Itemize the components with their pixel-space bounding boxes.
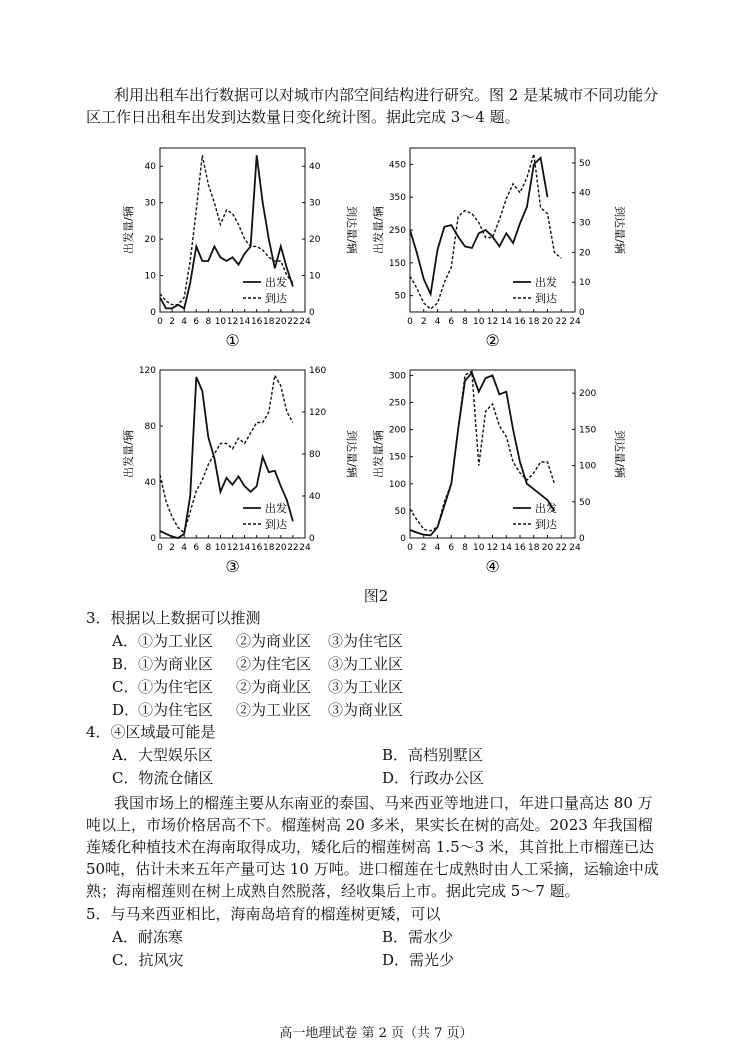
q3-c-part1: ①为住宅区 bbox=[138, 678, 214, 696]
y-right-axis-label: 到达量/辆 bbox=[345, 206, 358, 254]
y-right-axis-label: 到达量/辆 bbox=[345, 430, 358, 478]
q4-option-d: D．行政办公区 bbox=[382, 769, 485, 787]
x-tick-label: 24 bbox=[569, 543, 581, 553]
q3-a-letter: A． bbox=[112, 632, 138, 650]
x-tick-label: 12 bbox=[226, 543, 239, 553]
y-right-tick-label: 30 bbox=[579, 218, 591, 229]
x-tick-label: 22 bbox=[287, 543, 299, 553]
y-left-tick-label: 250 bbox=[388, 226, 406, 236]
x-tick-label: 4 bbox=[434, 317, 441, 327]
x-tick-label: 14 bbox=[500, 317, 512, 327]
q5-stem: 5．与马来西亚相比，海南岛培育的榴莲树更矮，可以 bbox=[86, 905, 441, 923]
x-tick-label: 0 bbox=[157, 317, 163, 327]
passage-durian: 我国市场上的榴莲主要从东南亚的泰国、马来西亚等地进口，年进口量高达 80 万吨以上，市场价格居高不下。榴莲树高 20 多米，果实长在树的高处。2023 年我国榴莲矮化种植技术在海南取得成功，矮化后的榴莲树高 1.5～3 米，其首批上市榴莲已达 50吨，估计未来五年产量可达 10 万吨。进口榴莲在七成熟时由人工采摘，运输途中成熟；海南榴莲则在树上成熟自然脱落，经收集后上市。据此完成 5～7 题。 bbox=[86, 794, 659, 900]
x-tick-label: 20 bbox=[275, 317, 287, 327]
q4-option-b: B．高档别墅区 bbox=[382, 746, 484, 764]
x-tick-label: 10 bbox=[214, 317, 227, 327]
y-left-tick-label: 40 bbox=[144, 162, 156, 173]
intro-text: 利用出租车出行数据可以对城市内部空间结构进行研究。图 2 是某城市不同功能分区工作日出租车出发到达数量日变化统计图。据此完成 3～4 题。 bbox=[86, 86, 659, 126]
x-tick-label: 4 bbox=[434, 543, 441, 553]
q3-d-part3: ③为商业区 bbox=[328, 701, 404, 719]
x-tick-label: 24 bbox=[569, 317, 581, 327]
y-right-tick-label: 40 bbox=[579, 188, 591, 199]
x-tick-label: 24 bbox=[299, 543, 311, 553]
y-left-axis-label: 出发量/辆 bbox=[122, 430, 135, 478]
x-tick-label: 8 bbox=[462, 317, 468, 327]
chart-svg-4 bbox=[370, 362, 640, 584]
y-right-axis-label: 到达量/辆 bbox=[613, 206, 626, 254]
q5-option-b: B．需水少 bbox=[382, 928, 454, 946]
y-left-tick-label: 250 bbox=[388, 398, 406, 409]
q3-d-part1: ①为住宅区 bbox=[138, 701, 214, 719]
x-tick-label: 22 bbox=[287, 317, 299, 327]
y-left-tick-label: 50 bbox=[394, 506, 406, 517]
x-tick-label: 12 bbox=[486, 543, 499, 553]
x-tick-label: 6 bbox=[193, 317, 200, 327]
y-left-tick-label: 150 bbox=[388, 258, 406, 269]
y-left-tick-label: 30 bbox=[144, 198, 156, 209]
x-tick-label: 16 bbox=[250, 543, 263, 553]
x-tick-label: 0 bbox=[157, 543, 163, 553]
x-tick-label: 2 bbox=[169, 543, 175, 553]
y-right-tick-label: 0 bbox=[309, 534, 315, 544]
x-tick-label: 18 bbox=[528, 543, 540, 553]
y-left-tick-label: 50 bbox=[394, 291, 406, 302]
y-right-tick-label: 160 bbox=[309, 366, 327, 376]
legend-label: 到达 bbox=[535, 518, 557, 531]
panel-label: ① bbox=[225, 331, 240, 350]
x-tick-label: 20 bbox=[541, 543, 554, 553]
q3-c-letter: C． bbox=[112, 678, 139, 696]
x-tick-label: 10 bbox=[473, 317, 485, 327]
x-tick-label: 6 bbox=[448, 543, 455, 553]
q4-option-c: C．物流仓储区 bbox=[112, 769, 214, 787]
y-left-tick-label: 80 bbox=[144, 422, 156, 432]
x-tick-label: 4 bbox=[181, 317, 188, 327]
chart-panel-4 bbox=[370, 362, 640, 588]
x-tick-label: 12 bbox=[226, 317, 239, 327]
x-tick-label: 22 bbox=[555, 543, 567, 553]
y-left-tick-label: 450 bbox=[388, 160, 406, 171]
y-right-tick-label: 50 bbox=[579, 158, 591, 169]
figure-caption: 图2 bbox=[363, 587, 389, 605]
panel-label: ③ bbox=[225, 557, 240, 576]
x-tick-label: 8 bbox=[205, 543, 212, 553]
y-right-tick-label: 100 bbox=[579, 461, 597, 472]
y-left-axis-label: 出发量/辆 bbox=[122, 206, 135, 254]
y-left-tick-label: 0 bbox=[150, 534, 156, 544]
q3-a-part1: ①为工业区 bbox=[138, 632, 214, 650]
chart-svg-3 bbox=[120, 362, 360, 584]
y-left-tick-label: 0 bbox=[400, 534, 406, 544]
x-tick-label: 0 bbox=[407, 317, 413, 327]
y-left-tick-label: 300 bbox=[388, 371, 406, 382]
x-tick-label: 16 bbox=[514, 543, 526, 553]
y-right-tick-label: 0 bbox=[579, 308, 585, 318]
x-tick-label: 18 bbox=[263, 317, 275, 327]
legend-label: 到达 bbox=[535, 292, 557, 305]
q4-option-a: A．大型娱乐区 bbox=[112, 746, 213, 764]
legend-label: 到达 bbox=[265, 292, 287, 305]
x-tick-label: 2 bbox=[420, 543, 427, 553]
legend-label: 出发 bbox=[265, 276, 287, 289]
x-tick-label: 16 bbox=[514, 317, 526, 327]
y-left-tick-label: 100 bbox=[388, 479, 406, 490]
y-right-tick-label: 120 bbox=[309, 408, 327, 418]
chart-panel-1 bbox=[120, 140, 360, 364]
y-right-tick-label: 0 bbox=[309, 308, 315, 318]
y-left-tick-label: 120 bbox=[138, 366, 156, 376]
series-line-depart bbox=[410, 373, 554, 536]
x-tick-label: 22 bbox=[555, 317, 567, 327]
q3-b-letter: B． bbox=[112, 655, 139, 673]
y-right-tick-label: 200 bbox=[579, 389, 597, 400]
q3-c-part3: ③为工业区 bbox=[328, 678, 404, 696]
q5-option-d: D．需光少 bbox=[382, 951, 455, 969]
y-right-tick-label: 20 bbox=[579, 248, 591, 259]
q5-option-a: A．耐冻寒 bbox=[112, 928, 183, 946]
legend-label: 出发 bbox=[535, 502, 557, 515]
y-right-tick-label: 40 bbox=[309, 162, 321, 173]
y-left-tick-label: 200 bbox=[388, 425, 406, 436]
y-right-tick-label: 40 bbox=[309, 492, 321, 502]
chart-svg-1 bbox=[120, 140, 360, 360]
x-tick-label: 18 bbox=[263, 543, 275, 553]
y-right-tick-label: 20 bbox=[309, 235, 321, 246]
chart-svg-2 bbox=[370, 140, 640, 360]
y-left-axis-label: 出发量/辆 bbox=[372, 430, 385, 478]
legend-label: 到达 bbox=[265, 518, 287, 531]
x-tick-label: 8 bbox=[205, 317, 212, 327]
chart-panel-2 bbox=[370, 140, 640, 364]
x-tick-label: 20 bbox=[275, 543, 287, 553]
y-left-tick-label: 40 bbox=[144, 478, 156, 488]
x-tick-label: 6 bbox=[448, 317, 455, 327]
panel-label: ④ bbox=[485, 557, 500, 576]
x-tick-label: 2 bbox=[169, 317, 175, 327]
series-line-arrive bbox=[410, 371, 554, 530]
y-left-tick-label: 150 bbox=[388, 452, 406, 463]
q5-option-c: C．抗风灾 bbox=[112, 951, 184, 969]
series-line-depart bbox=[410, 158, 548, 294]
page-footer: 高一地理试卷 第 2 页（共 7 页） bbox=[279, 1026, 473, 1041]
x-tick-label: 14 bbox=[238, 317, 251, 327]
q4-stem: 4．④区域最可能是 bbox=[86, 723, 216, 741]
y-left-tick-label: 10 bbox=[144, 271, 156, 282]
y-right-tick-label: 10 bbox=[309, 271, 321, 282]
x-tick-label: 14 bbox=[238, 543, 251, 553]
legend-label: 出发 bbox=[265, 502, 287, 515]
y-right-tick-label: 50 bbox=[579, 497, 591, 508]
x-tick-label: 12 bbox=[486, 317, 499, 327]
q3-b-part2: ②为住宅区 bbox=[236, 655, 312, 673]
q3-a-part2: ②为商业区 bbox=[236, 632, 312, 650]
y-right-tick-label: 0 bbox=[579, 534, 585, 544]
x-tick-label: 6 bbox=[193, 543, 200, 553]
y-left-tick-label: 350 bbox=[388, 193, 406, 204]
q3-stem: 3．根据以上数据可以推测 bbox=[86, 609, 261, 627]
q3-d-letter: D． bbox=[112, 701, 140, 719]
x-tick-label: 18 bbox=[528, 317, 540, 327]
y-right-tick-label: 30 bbox=[309, 198, 321, 209]
y-left-axis-label: 出发量/辆 bbox=[372, 206, 385, 254]
x-tick-label: 10 bbox=[214, 543, 227, 553]
x-tick-label: 10 bbox=[473, 543, 485, 553]
panel-label: ② bbox=[485, 331, 500, 350]
y-right-tick-label: 80 bbox=[309, 450, 321, 460]
x-tick-label: 8 bbox=[462, 543, 468, 553]
y-right-axis-label: 到达量/辆 bbox=[613, 430, 626, 478]
q3-b-part3: ③为工业区 bbox=[328, 655, 404, 673]
x-tick-label: 0 bbox=[407, 543, 413, 553]
x-tick-label: 2 bbox=[420, 317, 427, 327]
x-tick-label: 4 bbox=[181, 543, 188, 553]
y-right-tick-label: 10 bbox=[579, 278, 591, 289]
x-tick-label: 20 bbox=[541, 317, 554, 327]
y-right-tick-label: 150 bbox=[579, 425, 597, 436]
q3-c-part2: ②为商业区 bbox=[236, 678, 312, 696]
x-tick-label: 16 bbox=[250, 317, 263, 327]
q3-b-part1: ①为商业区 bbox=[138, 655, 214, 673]
chart-panel-3 bbox=[120, 362, 360, 588]
y-left-tick-label: 0 bbox=[150, 308, 156, 318]
x-tick-label: 14 bbox=[500, 543, 512, 553]
x-tick-label: 24 bbox=[299, 317, 311, 327]
y-left-tick-label: 20 bbox=[144, 235, 156, 246]
legend-label: 出发 bbox=[535, 276, 557, 289]
q3-d-part2: ②为工业区 bbox=[236, 701, 312, 719]
q3-a-part3: ③为住宅区 bbox=[328, 632, 404, 650]
